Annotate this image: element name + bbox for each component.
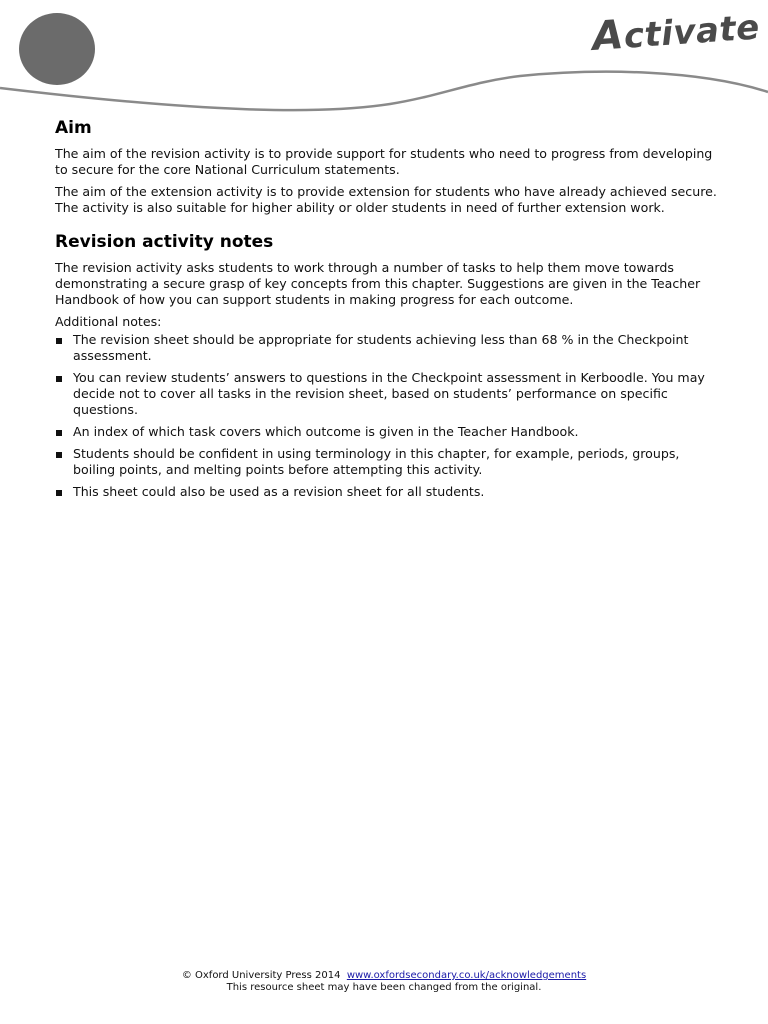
bullet-square-icon <box>56 452 62 458</box>
list-item: You can review students’ answers to questions in the Checkpoint assessment in Kerboodle. You may decide not to cover all tasks in the revision sheet, based on students’ performance on specific questions. <box>55 370 720 418</box>
list-item: This sheet could also be used as a revision sheet for all students. <box>55 484 720 500</box>
acknowledgements-link[interactable]: www.oxfordsecondary.co.uk/acknowledgements <box>346 970 587 981</box>
bullet-square-icon <box>56 338 62 344</box>
activate-logo: Activate <box>590 7 761 60</box>
page-header <box>0 0 768 130</box>
bullet-square-icon <box>56 376 62 382</box>
revision-intro: The revision activity asks students to work through a number of tasks to help them move towards demonstrating a secure grasp of key concepts from this chapter. Suggestions are given in the Teacher Handbook of how you can support students in making progress for each outcome. <box>55 260 701 307</box>
additional-notes-label: Additional notes: <box>55 314 162 329</box>
bullet-square-icon <box>56 490 62 496</box>
aim-paragraph-2: The aim of the extension activity is to provide extension for students who have already achieved secure. The activity is also suitable for higher ability or older students in need of further extension work. <box>55 184 717 215</box>
list-item: The revision sheet should be appropriate for students achieving less than 68 % in the Checkpoint assessment. <box>55 332 720 364</box>
revision-notes-heading: Revision activity notes <box>55 232 274 252</box>
list-item: Students should be confident in using terminology in this chapter, for example, periods, groups, boiling points, and melting points before attempting this activity. <box>55 446 720 478</box>
aim-paragraph-1: The aim of the revision activity is to provide support for students who need to progress from developing to secure for the core National Curriculum statements. <box>55 146 713 177</box>
copyright-text: © Oxford University Press 2014 <box>181 970 341 981</box>
footer-notice: This resource sheet may have been changed from the original. <box>226 982 542 993</box>
bullet-square-icon <box>56 430 62 436</box>
main-content <box>55 118 720 506</box>
header-circle-emblem <box>19 13 95 85</box>
list-item: An index of which task covers which outcome is given in the Teacher Handbook. <box>55 424 720 440</box>
notes-list <box>55 332 720 500</box>
aim-heading: Aim <box>55 118 92 138</box>
page-footer <box>0 970 768 994</box>
